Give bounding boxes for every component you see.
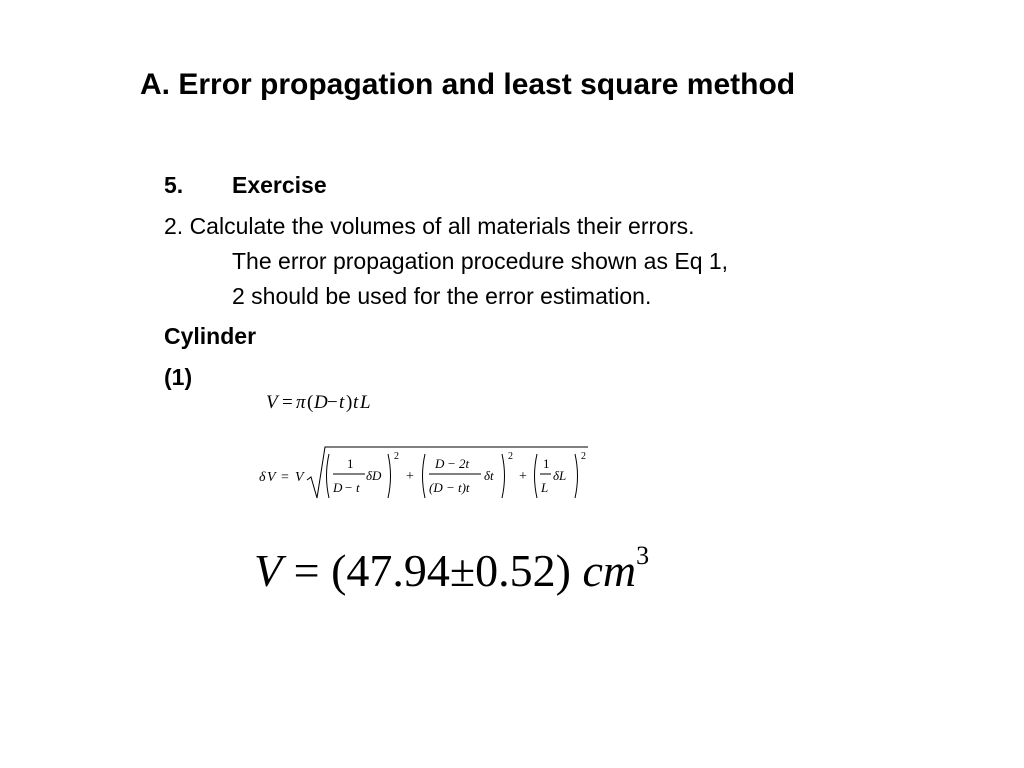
result-unit: cm — [582, 545, 637, 596]
eq1-t: t — [339, 392, 345, 413]
section-heading: Exercise — [232, 172, 327, 198]
result-error: 0.52) — [475, 545, 571, 596]
term3-open-paren — [535, 454, 538, 498]
eq1-lhs: V — [266, 392, 278, 413]
term2-num-D: D — [435, 456, 445, 471]
result-plus-minus: ± — [449, 545, 476, 596]
term3-close-paren — [575, 454, 578, 498]
term2-exp: 2 — [508, 451, 513, 462]
eq2-V2: V — [295, 470, 304, 485]
body-line-2: The error propagation procedure shown as Eq 1, — [232, 248, 729, 274]
term3-exp: 2 — [581, 451, 586, 462]
result-equals: = — [293, 545, 320, 596]
result-equation — [254, 540, 650, 596]
eq1-pi: π — [296, 392, 306, 413]
result-unit-exponent: 3 — [636, 540, 650, 570]
term2-open-paren — [423, 454, 426, 498]
eq1-equals: = — [282, 392, 293, 413]
term2-close-paren — [502, 454, 505, 498]
term3-denominator: L — [541, 480, 549, 495]
slide-title: A. Error propagation and least square method — [140, 68, 796, 101]
term1-numerator: 1 — [347, 456, 354, 471]
subheading-cylinder: Cylinder — [164, 323, 257, 349]
eq1-close-paren: ) — [346, 392, 353, 413]
eq1-t2: t — [353, 392, 359, 413]
term3-var: δL — [553, 468, 567, 483]
term1-exp: 2 — [394, 451, 399, 462]
eq2-plus-1: + — [406, 469, 414, 484]
eq1-open-paren: ( — [307, 392, 314, 413]
section-number: 5. — [164, 172, 184, 198]
term2-denominator: (D − t)t — [429, 480, 470, 495]
eq2-equals: = — [281, 470, 289, 485]
term2-var: δt — [484, 468, 494, 483]
term2-num-2t: 2t — [459, 456, 470, 471]
error-equation — [255, 440, 600, 506]
term1-den-D: D — [333, 480, 343, 495]
volume-equation — [260, 386, 400, 416]
eq1-L: L — [360, 392, 371, 413]
eq1-minus: − — [327, 392, 338, 413]
term3-numerator: 1 — [543, 456, 550, 471]
term1-var: δD — [366, 468, 382, 483]
result-value: (47.94 — [331, 545, 450, 596]
body-line-1: 2. Calculate the volumes of all materials their errors. — [164, 213, 695, 239]
term1-open-paren — [327, 454, 330, 498]
body-line-3: 2 should be used for the error estimation. — [232, 283, 652, 309]
term2-num-minus: − — [448, 456, 456, 471]
term1-close-paren — [388, 454, 391, 498]
eq1-D: D — [314, 392, 328, 413]
eq2-plus-2: + — [519, 469, 527, 484]
eq2-V: V — [267, 470, 276, 485]
result-lhs: V — [254, 545, 283, 596]
term1-den-t: t — [356, 480, 360, 495]
term1-den-minus: − — [345, 480, 353, 495]
equation-label: (1) — [164, 364, 193, 390]
eq2-delta: δ — [259, 470, 266, 485]
